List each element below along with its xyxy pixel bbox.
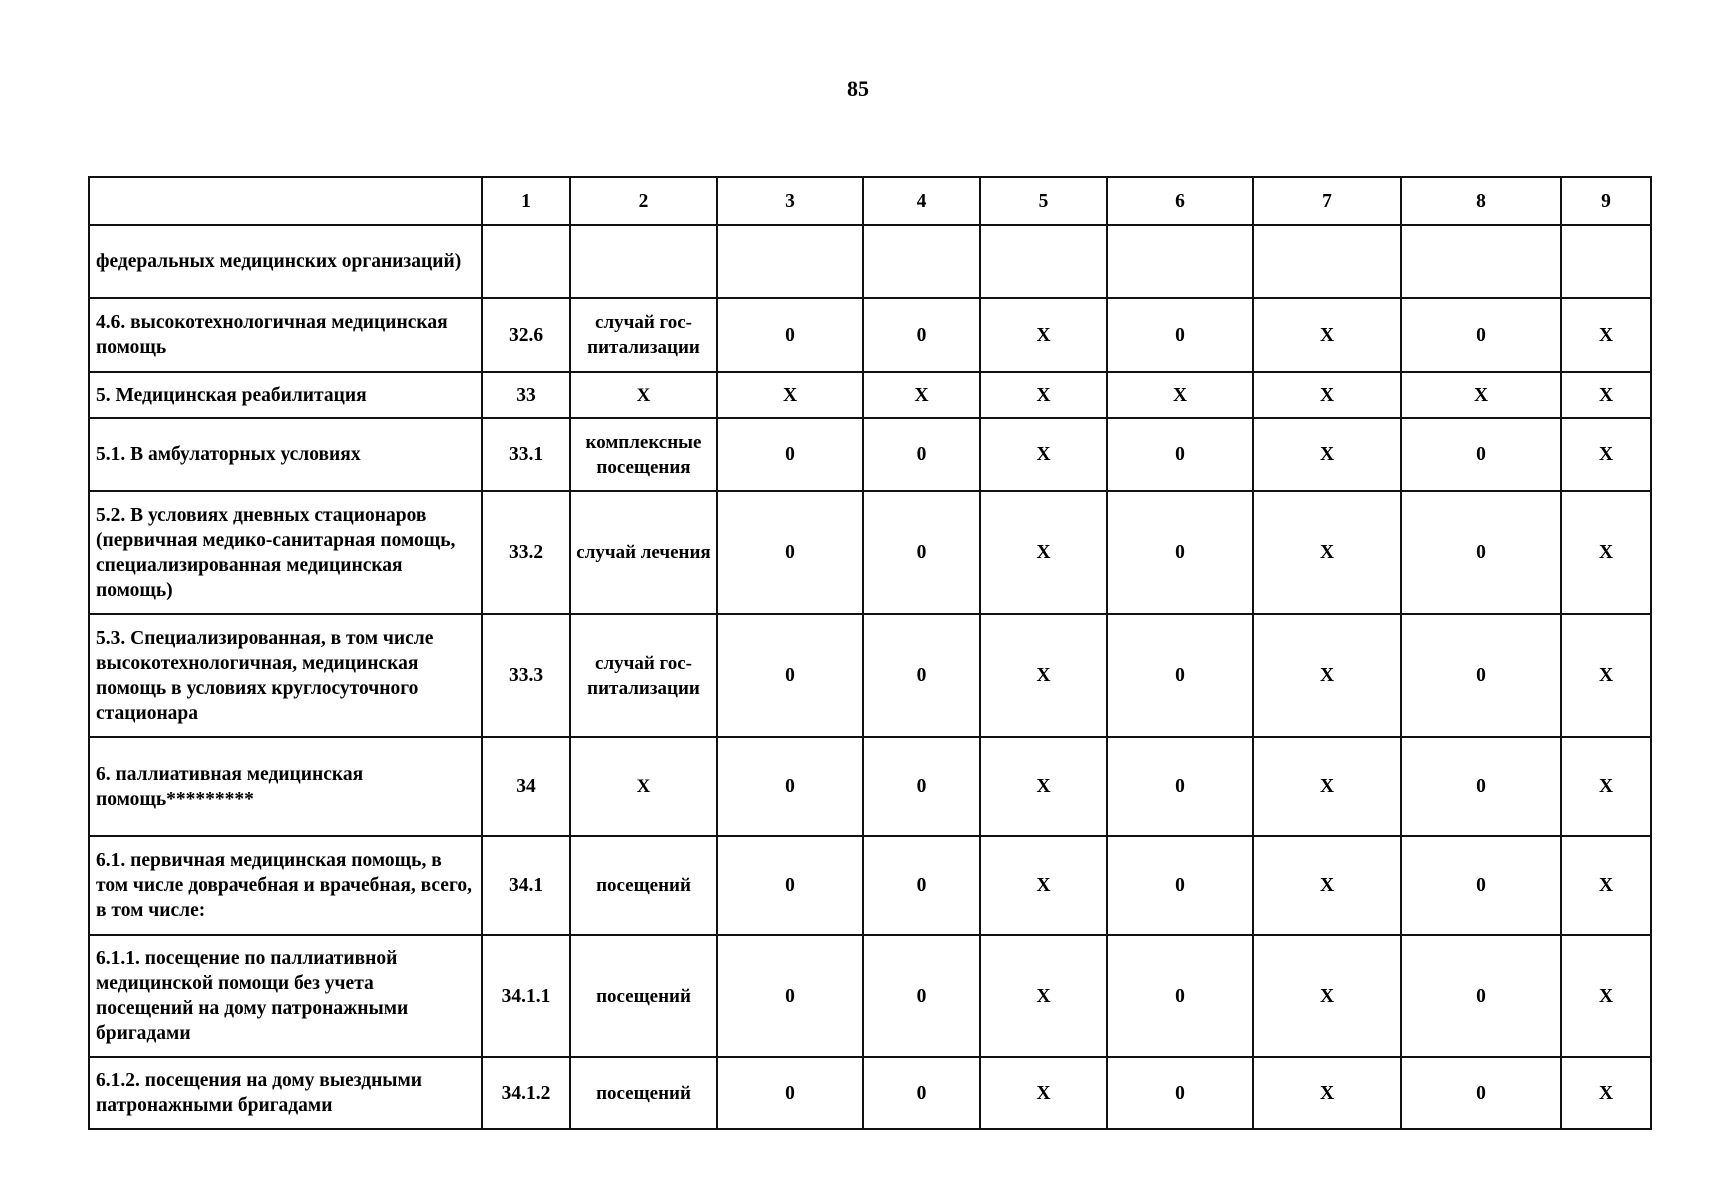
- table-cell: [717, 225, 863, 298]
- table-cell: 0: [1107, 836, 1253, 935]
- table-row: [89, 614, 1651, 737]
- table-cell: X: [1401, 372, 1561, 418]
- header-cell: 7: [1253, 177, 1401, 225]
- table-cell: X: [1253, 372, 1401, 418]
- header-cell: 8: [1401, 177, 1561, 225]
- table-cell: X: [1253, 935, 1401, 1057]
- table-cell: 33.1: [482, 418, 570, 491]
- table-cell: X: [980, 1057, 1107, 1129]
- table-row: [89, 298, 1651, 372]
- table-row: [89, 836, 1651, 935]
- table-cell: X: [980, 298, 1107, 372]
- table-cell: 0: [1107, 298, 1253, 372]
- header-row: [89, 177, 1651, 225]
- row-name-cell: 5.2. В условиях дневных стационаров (первичная медико-санитарная помощь, специализированная медицинская помощь): [89, 491, 482, 614]
- table-cell: X: [1253, 491, 1401, 614]
- table-cell: 34: [482, 737, 570, 836]
- table-cell: 33: [482, 372, 570, 418]
- table-cell: X: [1561, 298, 1651, 372]
- row-name-cell: 6. паллиативная медицинская помощь*********: [89, 737, 482, 836]
- table-cell: 0: [1401, 418, 1561, 491]
- table-cell: 0: [1107, 737, 1253, 836]
- unit-cell: посещений: [570, 935, 717, 1057]
- table-cell: 0: [863, 298, 980, 372]
- table-cell: 0: [1107, 491, 1253, 614]
- row-name-cell: 6.1.1. посещение по паллиативной медицинской помощи без учета посещений на дому патронажными бригадами: [89, 935, 482, 1057]
- unit-cell: случай гос-питализации: [570, 298, 717, 372]
- unit-cell: X: [570, 372, 717, 418]
- table-cell: 34.1: [482, 836, 570, 935]
- table-row: [89, 491, 1651, 614]
- table-cell: 0: [1107, 614, 1253, 737]
- table-cell: X: [1253, 1057, 1401, 1129]
- table-cell: 0: [863, 418, 980, 491]
- table-cell: X: [1253, 614, 1401, 737]
- table-cell: 34.1.2: [482, 1057, 570, 1129]
- row-name-cell: 5. Медицинская реабилитация: [89, 372, 482, 418]
- header-cell: [89, 177, 482, 225]
- table-cell: 0: [1401, 298, 1561, 372]
- page-number: 85: [847, 76, 869, 101]
- table-cell: 0: [1401, 935, 1561, 1057]
- table-cell: X: [1561, 836, 1651, 935]
- unit-cell: случай гос-питализации: [570, 614, 717, 737]
- table-cell: X: [1561, 935, 1651, 1057]
- table-row: [89, 737, 1651, 836]
- table-cell: 0: [863, 737, 980, 836]
- table-cell: X: [980, 491, 1107, 614]
- table-cell: 0: [1401, 491, 1561, 614]
- table-cell: 33.3: [482, 614, 570, 737]
- table-cell: 32.6: [482, 298, 570, 372]
- header-cell: 3: [717, 177, 863, 225]
- table-cell: 0: [1107, 935, 1253, 1057]
- table-cell: 0: [717, 614, 863, 737]
- table-cell: 0: [717, 737, 863, 836]
- row-name-cell: 5.1. В амбулаторных условиях: [89, 418, 482, 491]
- table-cell: 34.1.1: [482, 935, 570, 1057]
- table-cell: 0: [1401, 614, 1561, 737]
- table-cell: X: [980, 372, 1107, 418]
- table-cell: X: [1561, 418, 1651, 491]
- table-cell: X: [1561, 737, 1651, 836]
- table-cell: [1401, 225, 1561, 298]
- unit-cell: случай лечения: [570, 491, 717, 614]
- table-cell: X: [863, 372, 980, 418]
- table-cell: 0: [1401, 737, 1561, 836]
- table-cell: 33.2: [482, 491, 570, 614]
- table-cell: 0: [717, 298, 863, 372]
- row-name-cell: 6.1. первичная медицинская помощь, в том числе доврачебная и врачебная, всего, в том числе:: [89, 836, 482, 935]
- header-cell: 2: [570, 177, 717, 225]
- table-cell: X: [1253, 737, 1401, 836]
- table-cell: 0: [863, 491, 980, 614]
- table-cell: 0: [863, 935, 980, 1057]
- unit-cell: комплексные посещения: [570, 418, 717, 491]
- table-cell: 0: [863, 836, 980, 935]
- table-cell: X: [717, 372, 863, 418]
- table-cell: X: [980, 418, 1107, 491]
- row-name-cell: 5.3. Специализированная, в том числе высокотехнологичная, медицинская помощь в условиях круглосуточного стационара: [89, 614, 482, 737]
- header-cell: 6: [1107, 177, 1253, 225]
- table-row: [89, 1057, 1651, 1129]
- table-row: [89, 935, 1651, 1057]
- table-cell: [1561, 225, 1651, 298]
- header-cell: 1: [482, 177, 570, 225]
- header-cell: 5: [980, 177, 1107, 225]
- table-cell: 0: [717, 491, 863, 614]
- table-cell: X: [1561, 372, 1651, 418]
- unit-cell: [570, 225, 717, 298]
- table-cell: X: [980, 614, 1107, 737]
- header-cell: 9: [1561, 177, 1651, 225]
- header-cell: 4: [863, 177, 980, 225]
- unit-cell: посещений: [570, 1057, 717, 1129]
- table-cell: X: [1561, 1057, 1651, 1129]
- row-name-cell: 6.1.2. посещения на дому выездными патронажными бригадами: [89, 1057, 482, 1129]
- table-cell: 0: [863, 1057, 980, 1129]
- unit-cell: X: [570, 737, 717, 836]
- table-cell: X: [1253, 418, 1401, 491]
- table-cell: 0: [717, 935, 863, 1057]
- table-cell: 0: [863, 614, 980, 737]
- table-cell: [482, 225, 570, 298]
- table-cell: X: [980, 935, 1107, 1057]
- table-cell: X: [1561, 491, 1651, 614]
- table-row: [89, 418, 1651, 491]
- row-name-cell: федеральных медицинских организаций): [89, 225, 482, 298]
- table-cell: [980, 225, 1107, 298]
- table-row: [89, 372, 1651, 418]
- row-name-cell: 4.6. высокотехнологичная медицинская помощь: [89, 298, 482, 372]
- table-cell: 0: [1401, 836, 1561, 935]
- unit-cell: посещений: [570, 836, 717, 935]
- table-cell: X: [980, 737, 1107, 836]
- table-cell: 0: [1107, 1057, 1253, 1129]
- table-cell: [1253, 225, 1401, 298]
- table-cell: X: [1253, 298, 1401, 372]
- table-cell: 0: [717, 418, 863, 491]
- table-cell: X: [980, 836, 1107, 935]
- table-cell: 0: [717, 836, 863, 935]
- table-cell: 0: [1401, 1057, 1561, 1129]
- table-cell: [863, 225, 980, 298]
- table-cell: 0: [1107, 418, 1253, 491]
- data-table: [88, 176, 1652, 1130]
- table-cell: X: [1253, 836, 1401, 935]
- table-cell: X: [1561, 614, 1651, 737]
- table-cell: [1107, 225, 1253, 298]
- table-cell: X: [1107, 372, 1253, 418]
- table-cell: 0: [717, 1057, 863, 1129]
- table-row: [89, 225, 1651, 298]
